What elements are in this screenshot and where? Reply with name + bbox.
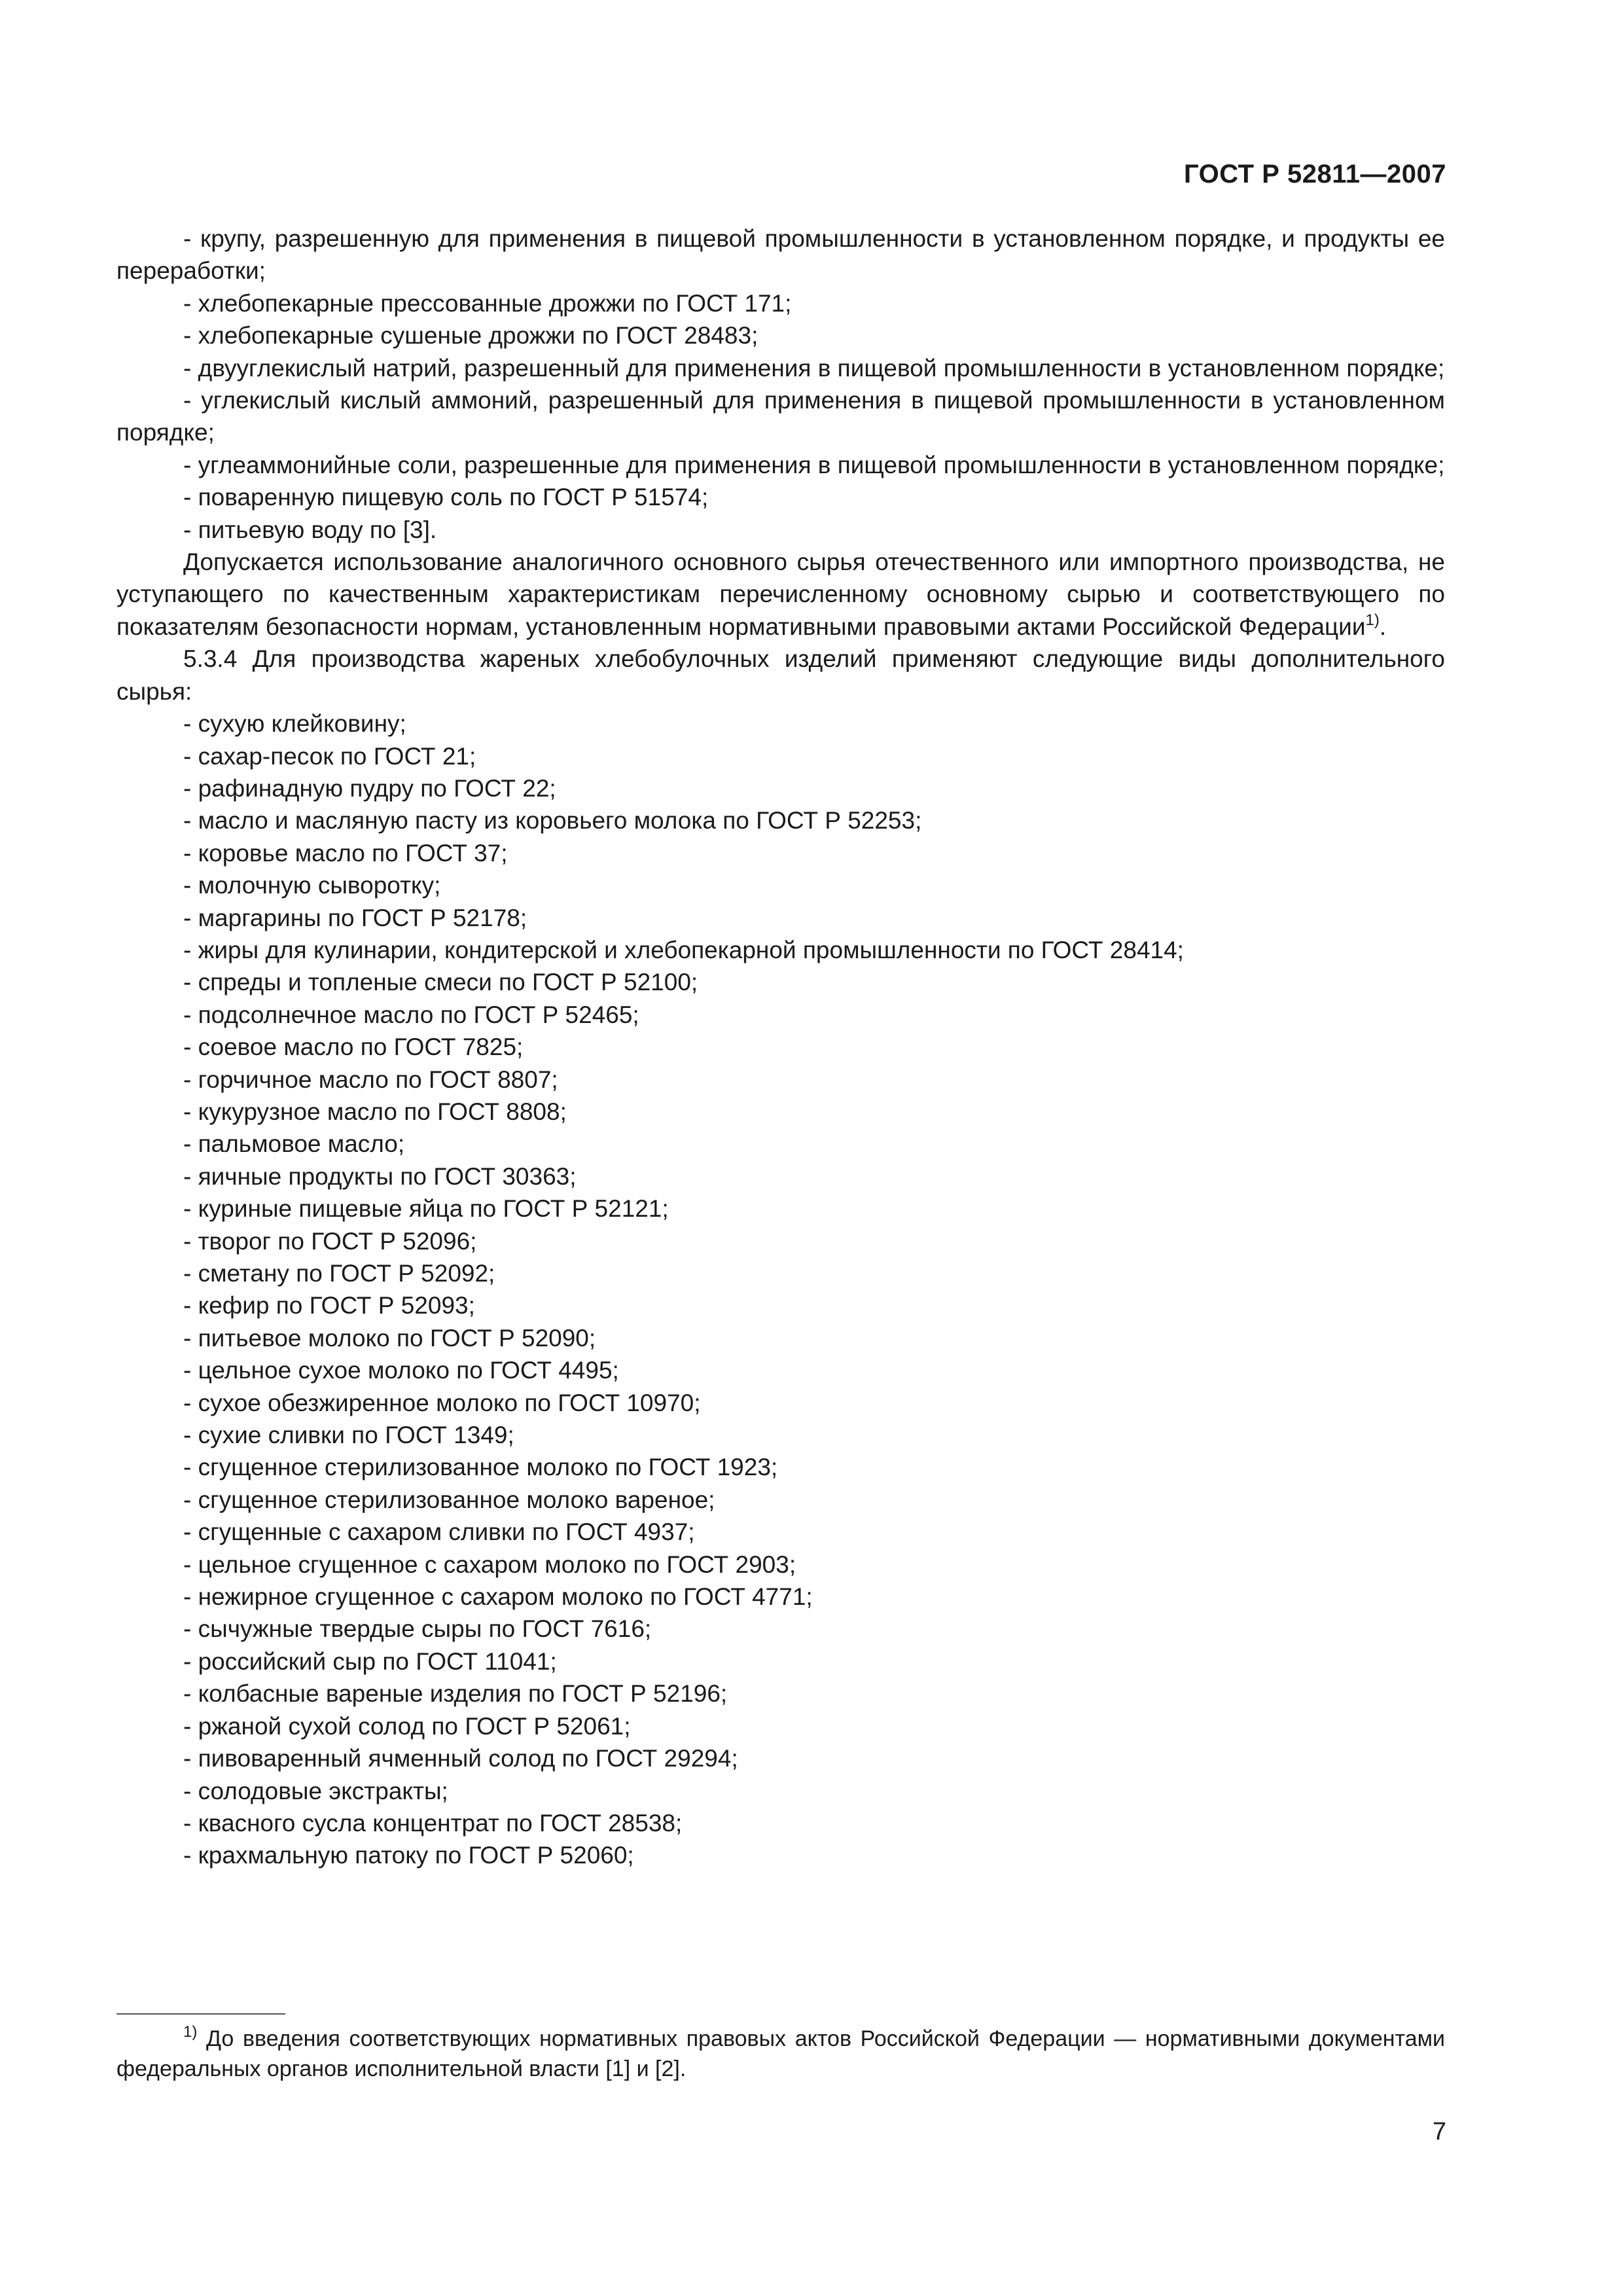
list-item: - сухое обезжиренное молоко по ГОСТ 10970; bbox=[183, 1389, 701, 1416]
list-item: - пивоваренный ячменный солод по ГОСТ 29294; bbox=[183, 1745, 738, 1772]
list-item: - пальмовое масло; bbox=[183, 1130, 405, 1158]
list-item: - питьевое молоко по ГОСТ Р 52090; bbox=[183, 1324, 596, 1352]
list-item: - кефир по ГОСТ Р 52093; bbox=[183, 1292, 475, 1319]
list-item: - масло и масляную пасту из коровьего молока по ГОСТ Р 52253; bbox=[183, 807, 922, 834]
list-item: - рафинадную пудру по ГОСТ 22; bbox=[183, 774, 556, 802]
list-item: - соевое масло по ГОСТ 7825; bbox=[183, 1033, 524, 1061]
list-item: - кукурузное масло по ГОСТ 8808; bbox=[183, 1098, 567, 1125]
list-item: - коровье масло по ГОСТ 37; bbox=[183, 839, 508, 867]
main-raw-materials-list bbox=[116, 223, 1445, 546]
list-item: - сметану по ГОСТ Р 52092; bbox=[183, 1260, 495, 1287]
footnote bbox=[116, 2024, 1445, 2084]
list-item: - углекислый кислый аммоний, разрешенный для применения в пищевой промышленности в установленном порядке; bbox=[116, 387, 1445, 446]
list-item: - хлебопекарные сушеные дрожжи по ГОСТ 28483; bbox=[183, 322, 758, 350]
list-item: - яичные продукты по ГОСТ 30363; bbox=[183, 1162, 577, 1190]
footnote-text-block bbox=[116, 2024, 1445, 2084]
permission-paragraph: Допускается использование аналогичного основного сырья отечественного или импортного производства, не уступающего по качественным характеристикам перечисленному основному сырью и соответствующего по показателям безопасности нормам, установленным нормативными правовыми актами Российской Федерации$^{1)}$. bbox=[116, 548, 1445, 640]
document-code-header: ГОСТ Р 52811—2007 bbox=[1184, 160, 1446, 188]
list-item: - сычужные твердые сыры по ГОСТ 7616; bbox=[183, 1615, 652, 1643]
list-item: - цельное сгущенное с сахаром молоко по ГОСТ 2903; bbox=[183, 1551, 796, 1578]
section-5-3-4-heading: 5.3.4 Для производства жареных хлебобулочных изделий применяют следующие виды дополнительного сырья: bbox=[116, 645, 1445, 705]
list-item: - нежирное сгущенное с сахаром молоко по ГОСТ 4771; bbox=[183, 1583, 813, 1611]
footnote-text: До введения соответствующих нормативных правовых актов Российской Федерации — нормативными документами федеральных органов исполнительной власти [1] и [2]. bbox=[116, 2026, 1445, 2081]
list-item: - двууглекислый натрий, разрешенный для применения в пищевой промышленности в установленном порядке; bbox=[183, 354, 1445, 382]
list-item: - колбасные вареные изделия по ГОСТ Р 52196; bbox=[183, 1680, 728, 1708]
page-body bbox=[116, 223, 1445, 1872]
footnote-marker: 1) bbox=[183, 2022, 198, 2041]
list-item: - сухие сливки по ГОСТ 1349; bbox=[183, 1422, 514, 1449]
list-item: - цельное сухое молоко по ГОСТ 4495; bbox=[183, 1357, 619, 1384]
list-item: - крахмальную патоку по ГОСТ Р 52060; bbox=[183, 1842, 634, 1869]
list-item: - крупу, разрешенную для применения в пищевой промышленности в установленном порядке, и продукты ее переработки; bbox=[116, 225, 1445, 285]
list-item: - хлебопекарные прессованные дрожжи по ГОСТ 171; bbox=[183, 289, 792, 317]
list-item: - ржаной сухой солод по ГОСТ Р 52061; bbox=[183, 1712, 631, 1740]
list-item: - питьевую воду по [3]. bbox=[183, 516, 437, 543]
list-item: - поваренную пищевую соль по ГОСТ Р 51574; bbox=[183, 484, 709, 511]
list-item: - куриные пищевые яйца по ГОСТ Р 52121; bbox=[183, 1195, 669, 1223]
list-item: - маргарины по ГОСТ Р 52178; bbox=[183, 904, 527, 931]
list-item: - жиры для кулинарии, кондитерской и хлебопекарной промышленности по ГОСТ 28414; bbox=[183, 936, 1184, 963]
list-item: - сгущенные с сахаром сливки по ГОСТ 4937; bbox=[183, 1518, 695, 1546]
list-item: - квасного сусла концентрат по ГОСТ 28538; bbox=[183, 1809, 683, 1837]
list-item: - российский сыр по ГОСТ 11041; bbox=[183, 1647, 557, 1675]
permission-paragraph-text: Допускается использование аналогичного основного сырья отечественного или импортного производства, не уступающего по качественным характеристикам перечисленному основному сырью и соответствующего по показателям безопасности нормам, установленным нормативными правовыми актами Российской Федерации bbox=[116, 548, 1445, 640]
list-item: - подсолнечное масло по ГОСТ Р 52465; bbox=[183, 1001, 639, 1028]
list-item: - сахар-песок по ГОСТ 21; bbox=[183, 742, 476, 770]
footnote-separator bbox=[116, 2013, 285, 2015]
list-item: - углеаммонийные соли, разрешенные для применения в пищевой промышленности в установленном порядке; bbox=[183, 451, 1445, 478]
page-number: 7 bbox=[1432, 2118, 1446, 2145]
list-item: - сгущенное стерилизованное молоко вареное; bbox=[183, 1486, 715, 1513]
list-item: - горчичное масло по ГОСТ 8807; bbox=[183, 1066, 558, 1093]
additional-raw-materials-list bbox=[116, 708, 1445, 1872]
list-item: - спреды и топленые смеси по ГОСТ Р 52100; bbox=[183, 969, 698, 996]
list-item: - солодовые экстракты; bbox=[183, 1777, 448, 1804]
list-item: - сгущенное стерилизованное молоко по ГОСТ 1923; bbox=[183, 1454, 778, 1481]
list-item: - творог по ГОСТ Р 52096; bbox=[183, 1227, 477, 1255]
footnote-reference: 1) bbox=[1365, 611, 1380, 629]
list-item: - сухую клейковину; bbox=[183, 710, 406, 738]
list-item: - молочную сыворотку; bbox=[183, 872, 441, 899]
